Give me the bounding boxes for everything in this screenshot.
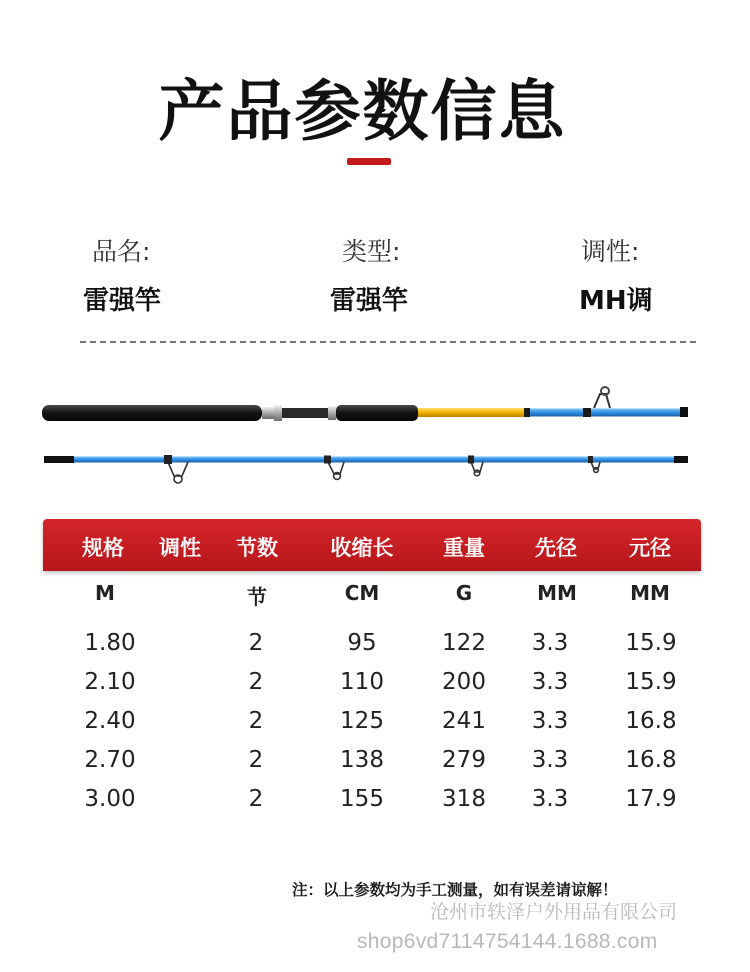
type-label: 类型:: [342, 237, 401, 266]
column-header-closed-length: 收缩长: [330, 536, 394, 560]
action-label: 调性:: [581, 237, 640, 266]
column-header-sections: 节数: [236, 536, 278, 560]
column-header-tip-diameter: 先径: [535, 536, 577, 560]
fishing-rod-illustration: [38, 380, 698, 490]
cell-weight: 241: [442, 708, 486, 734]
cell-spec: 1.80: [84, 630, 136, 656]
cell-butt-diameter: 15.9: [625, 630, 677, 656]
cell-spec: 2.70: [84, 747, 136, 773]
cell-butt-diameter: 15.9: [625, 669, 677, 695]
cell-weight: 318: [442, 786, 486, 812]
cell-closed-length: 95: [347, 630, 377, 656]
cell-tip-diameter: 3.3: [531, 786, 569, 812]
cell-butt-diameter: 17.9: [625, 786, 677, 812]
cell-tip-diameter: 3.3: [531, 708, 569, 734]
company-watermark: 沧州市轶泽户外用品有限公司: [430, 902, 678, 923]
cell-sections: 2: [248, 669, 264, 695]
unit-butt-diameter: MM: [630, 581, 670, 605]
cell-spec: 2.40: [84, 708, 136, 734]
unit-spec: M: [95, 581, 115, 605]
unit-sections: 节: [247, 585, 267, 609]
cell-spec: 3.00: [84, 786, 136, 812]
cell-closed-length: 155: [340, 786, 384, 812]
cell-weight: 279: [442, 747, 486, 773]
cell-weight: 200: [442, 669, 486, 695]
measurement-footnote: 注：以上参数均为手工测量，如有误差请谅解！: [292, 881, 618, 899]
spec-table-header: [43, 519, 701, 571]
cell-sections: 2: [248, 786, 264, 812]
cell-sections: 2: [248, 708, 264, 734]
shop-url-watermark: shop6vd7114754144.1688.com: [357, 930, 658, 953]
column-header-butt-diameter: 元径: [629, 536, 671, 560]
table-row: [43, 708, 701, 746]
cell-tip-diameter: 3.3: [531, 669, 569, 695]
column-header-spec: 规格: [82, 536, 124, 560]
column-header-weight: 重量: [443, 536, 485, 560]
type-value: 雷强竿: [330, 286, 409, 316]
table-row: [43, 786, 701, 824]
cell-closed-length: 110: [340, 669, 384, 695]
unit-closed-length: CM: [344, 581, 380, 605]
cell-weight: 122: [442, 630, 486, 656]
dashed-divider: [80, 341, 696, 343]
title-accent-bar: [347, 158, 391, 165]
table-row: [43, 669, 701, 707]
table-row: [43, 747, 701, 785]
unit-tip-diameter: MM: [537, 581, 577, 605]
cell-tip-diameter: 3.3: [531, 747, 569, 773]
cell-butt-diameter: 16.8: [625, 708, 677, 734]
cell-sections: 2: [248, 747, 264, 773]
cell-sections: 2: [248, 630, 264, 656]
cell-closed-length: 138: [340, 747, 384, 773]
action-value: MH调: [579, 286, 653, 316]
cell-closed-length: 125: [340, 708, 384, 734]
spec-units-row: [43, 573, 701, 613]
cell-tip-diameter: 3.3: [531, 630, 569, 656]
name-value: 雷强竿: [83, 286, 162, 316]
cell-butt-diameter: 16.8: [625, 747, 677, 773]
name-label: 品名:: [92, 237, 151, 266]
page-title: 产品参数信息: [158, 73, 567, 150]
cell-spec: 2.10: [84, 669, 136, 695]
unit-weight: G: [455, 581, 473, 605]
column-header-action: 调性: [159, 536, 201, 560]
table-row: [43, 630, 701, 668]
